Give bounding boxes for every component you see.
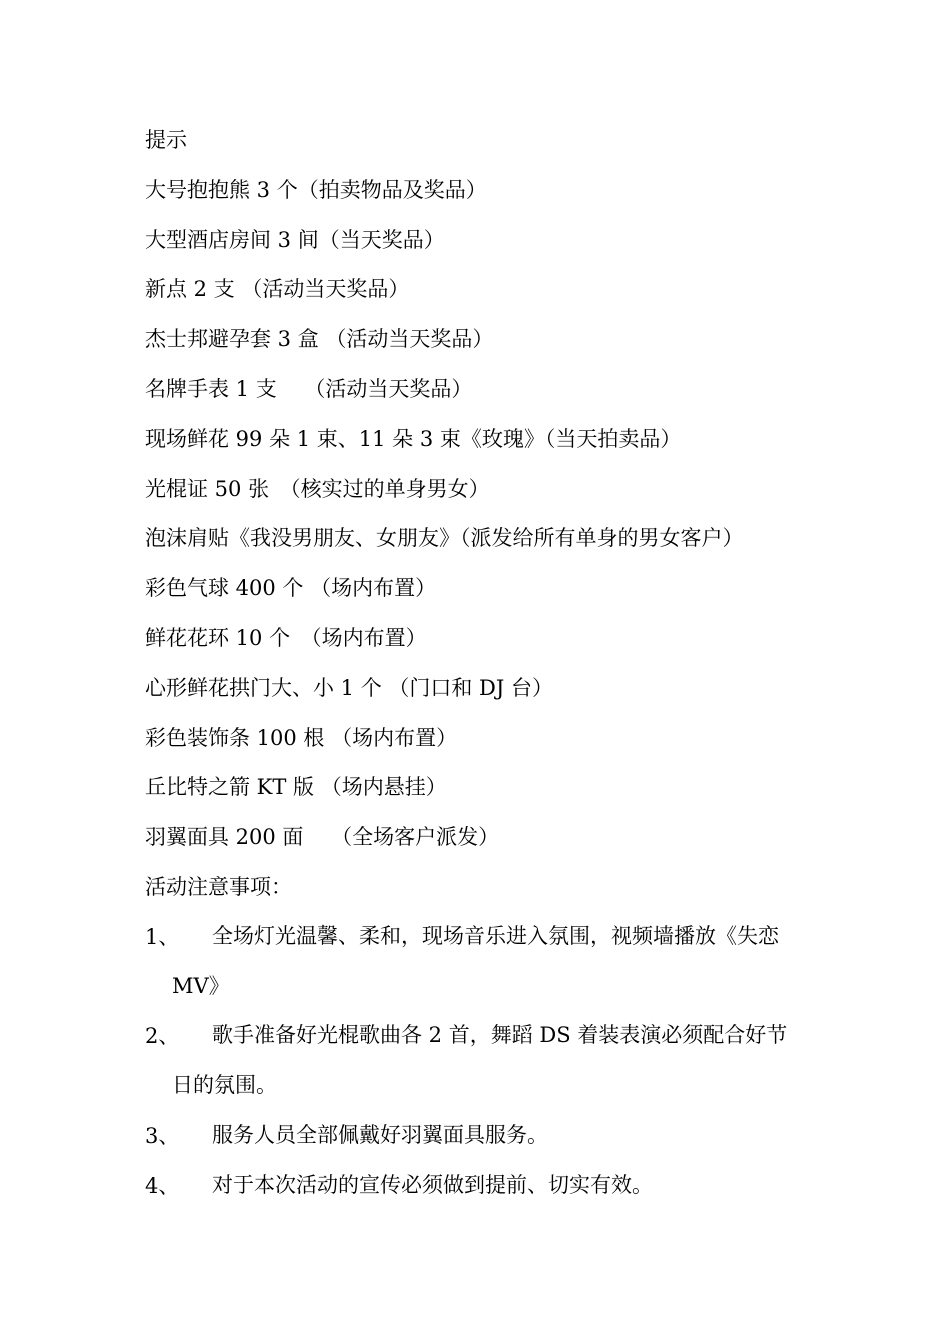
note-number: 3、 bbox=[145, 1123, 180, 1148]
note-text bbox=[145, 1161, 809, 1211]
note-number: 2、 bbox=[145, 1024, 180, 1049]
list-item: 心形鲜花拱门大、小 1 个 （门口和 DJ 台） bbox=[145, 675, 553, 700]
note-text-continuation: 日的氛围。 bbox=[172, 1073, 277, 1098]
list-item: 羽翼面具 200 面 （全场客户派发） bbox=[145, 825, 500, 850]
list-item: 彩色装饰条 100 根 （场内布置） bbox=[145, 725, 458, 750]
note-text-line: 服务人员全部佩戴好羽翼面具服务。 bbox=[212, 1122, 548, 1147]
list-item: 名牌手表 1 支 （活动当天奖品） bbox=[145, 376, 473, 401]
note-text-line: 全场灯光温馨、柔和，现场音乐进入氛围，视频墙播放《失恋 bbox=[212, 923, 779, 948]
list-item: 大型酒店房间 3 间（当天奖品） bbox=[145, 227, 445, 252]
list-item: 现场鲜花 99 朵 1 束、11 朵 3 束《玫瑰》（当天拍卖品） bbox=[145, 426, 682, 451]
note-item bbox=[145, 1018, 815, 1118]
list-item: 杰士邦避孕套 3 盒 （活动当天奖品） bbox=[145, 327, 494, 352]
document-body bbox=[145, 122, 815, 1218]
heading-tips: 提示 bbox=[145, 128, 187, 152]
note-text-continuation: MV》 bbox=[172, 973, 230, 998]
list-item: 新点 2 支 （活动当天奖品） bbox=[145, 277, 410, 302]
note-item bbox=[145, 919, 815, 1019]
list-item: 大号抱抱熊 3 个（拍卖物品及奖品） bbox=[145, 177, 487, 202]
notes-heading: 活动注意事项： bbox=[145, 874, 292, 899]
note-number: 1、 bbox=[145, 924, 180, 949]
note-text-line: 歌手准备好光棍歌曲各 2 首，舞蹈 DS 着装表演必须配合好节 bbox=[212, 1023, 788, 1048]
note-number: 4、 bbox=[145, 1173, 180, 1198]
list-item: 光棍证 50 张 （核实过的单身男女） bbox=[145, 476, 490, 501]
list-item: 丘比特之箭 KT 版 （场内悬挂） bbox=[145, 775, 447, 800]
list-item: 彩色气球 400 个 （场内布置） bbox=[145, 576, 437, 601]
list-item: 鲜花花环 10 个 （场内布置） bbox=[145, 625, 427, 650]
note-text-line: 对于本次活动的宣传必须做到提前、切实有效。 bbox=[212, 1172, 653, 1197]
note-text bbox=[145, 1111, 809, 1161]
list-item: 泡沫肩贴《我没男朋友、女朋友》（派发给所有单身的男女客户） bbox=[145, 526, 744, 551]
note-text bbox=[145, 912, 809, 1012]
note-text bbox=[145, 1011, 809, 1111]
note-item bbox=[145, 1168, 815, 1218]
